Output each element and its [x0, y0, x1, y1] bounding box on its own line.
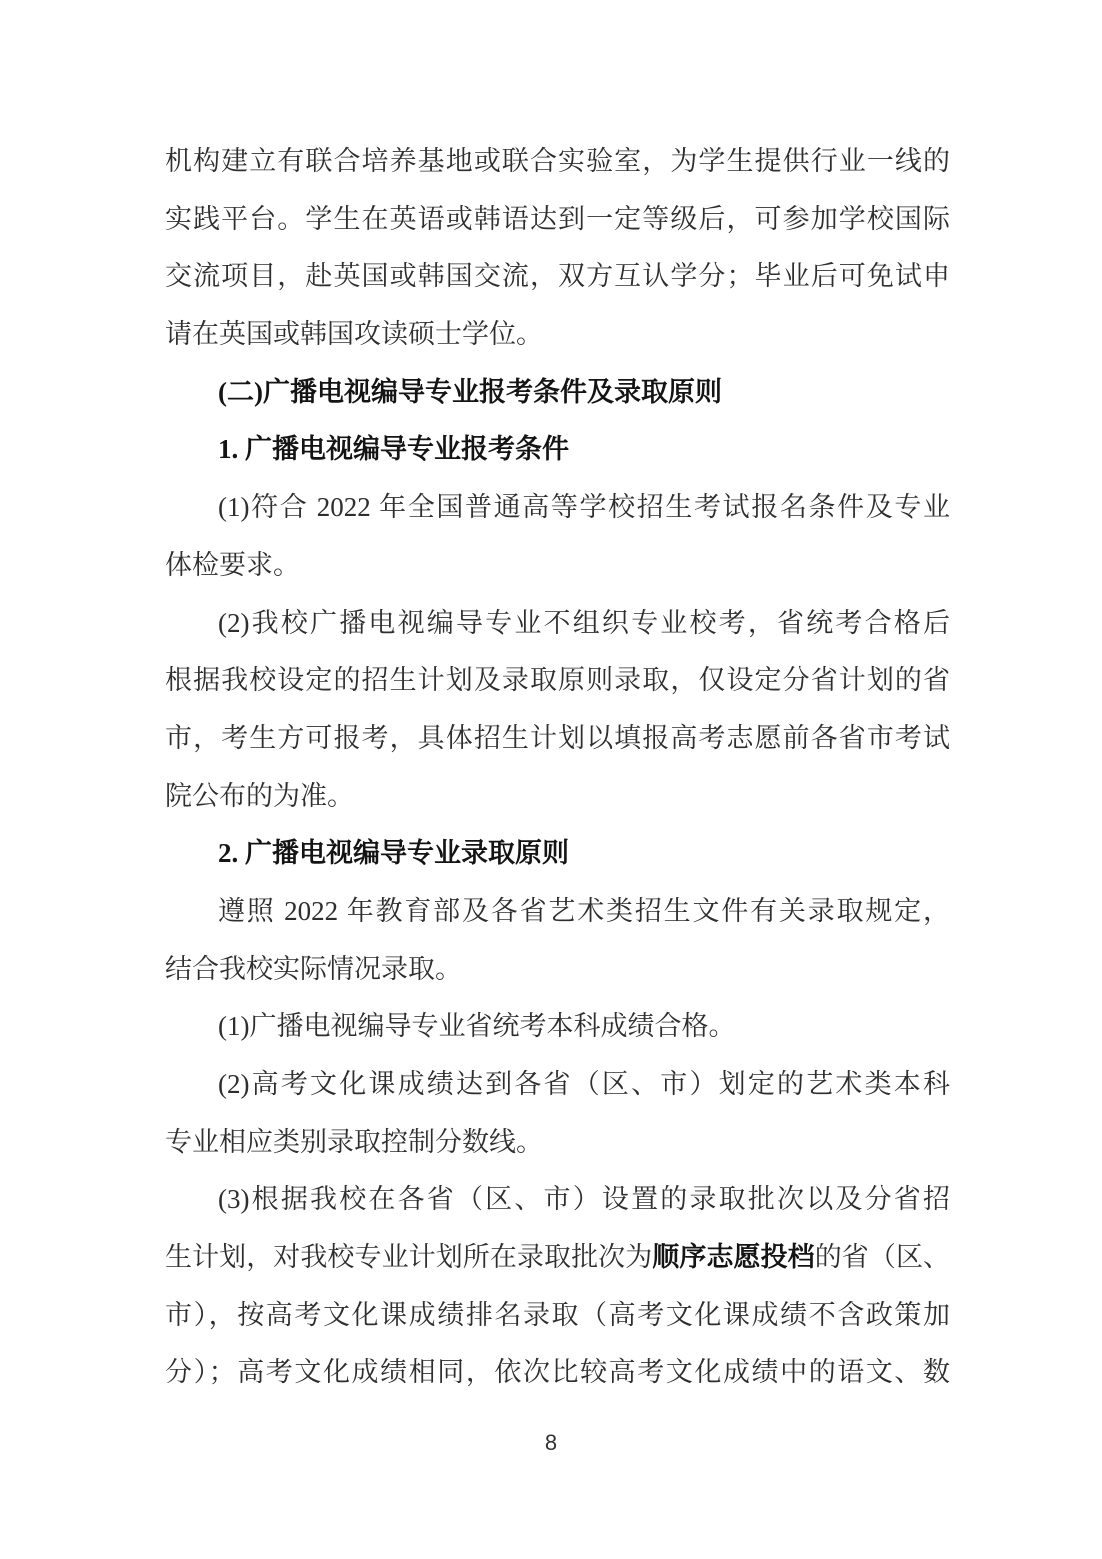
page-number: 8: [544, 1430, 558, 1455]
text-span: 市），按高考文化课成绩排名录取（高考文化课成绩不含政策加: [165, 1299, 950, 1330]
text-span: 遵照 2022 年教育部及各省艺术类招生文件有关录取规定，: [218, 895, 950, 926]
text-span: 院公布的为准。: [165, 780, 354, 811]
text-span: 交流项目，赴英国或韩国交流，双方互认学分；毕业后可免试申: [165, 261, 950, 292]
text-line: [165, 306, 950, 364]
text-line: [165, 1171, 950, 1229]
text-line: [165, 1287, 950, 1345]
text-span: 生计划，对我校专业计划所在录取批次为: [165, 1242, 653, 1273]
text-span: 市，考生方可报考，具体招生计划以填报高考志愿前各省市考试: [165, 722, 950, 753]
text-span: 请在英国或韩国攻读硕士学位。: [165, 319, 543, 350]
text-line: [165, 191, 950, 249]
text-line: [165, 768, 950, 826]
text-line: [165, 652, 950, 710]
text-line: [165, 998, 950, 1056]
text-span: 2. 广播电视编导专业录取原则: [218, 838, 569, 869]
heading-line: [165, 364, 950, 422]
text-span: (2)高考文化课成绩达到各省（区、市）划定的艺术类本科: [218, 1069, 950, 1099]
text-line: [165, 1229, 950, 1287]
text-line: [165, 595, 950, 653]
text-span: 分）；高考文化成绩相同，依次比较高考文化成绩中的语文、数: [165, 1357, 950, 1388]
text-line: [165, 883, 950, 941]
text-span: 结合我校实际情况录取。: [165, 953, 462, 984]
text-line: [165, 1344, 950, 1402]
text-line: [165, 941, 950, 999]
text-span: 专业相应类别录取控制分数线。: [165, 1126, 543, 1157]
text-span: 体检要求。: [165, 549, 300, 580]
text-line: [165, 1114, 950, 1172]
heading-line: [165, 421, 950, 479]
text-span: 的省（区、: [814, 1242, 950, 1273]
text-span: (二)广播电视编导专业报考条件及录取原则: [218, 376, 722, 407]
text-span: (1)广播电视编导专业省统考本科成绩合格。: [218, 1011, 736, 1042]
text-span: 1. 广播电视编导专业报考条件: [218, 434, 569, 465]
text-span: (1)符合 2022 年全国普通高等学校招生考试报名条件及专业: [218, 492, 950, 523]
heading-line: [165, 825, 950, 883]
text-span: 根据我校设定的招生计划及录取原则录取，仅设定分省计划的省: [165, 665, 950, 696]
text-span: (2)我校广播电视编导专业不组织专业校考，省统考合格后: [218, 607, 950, 638]
text-line: [165, 537, 950, 595]
text-line: [165, 710, 950, 768]
text-span: (3)根据我校在各省（区、市）设置的录取批次以及分省招: [218, 1184, 950, 1215]
text-span: 实践平台。学生在英语或韩语达到一定等级后，可参加学校国际: [165, 203, 950, 234]
bold-text-span: 顺序志愿投档: [652, 1242, 815, 1273]
document-body: [165, 133, 950, 1402]
text-line: [165, 248, 950, 306]
text-line: [165, 133, 950, 191]
text-span: 机构建立有联合培养基地或联合实验室，为学生提供行业一线的: [165, 146, 950, 176]
text-line: [165, 1056, 950, 1114]
text-line: [165, 479, 950, 537]
